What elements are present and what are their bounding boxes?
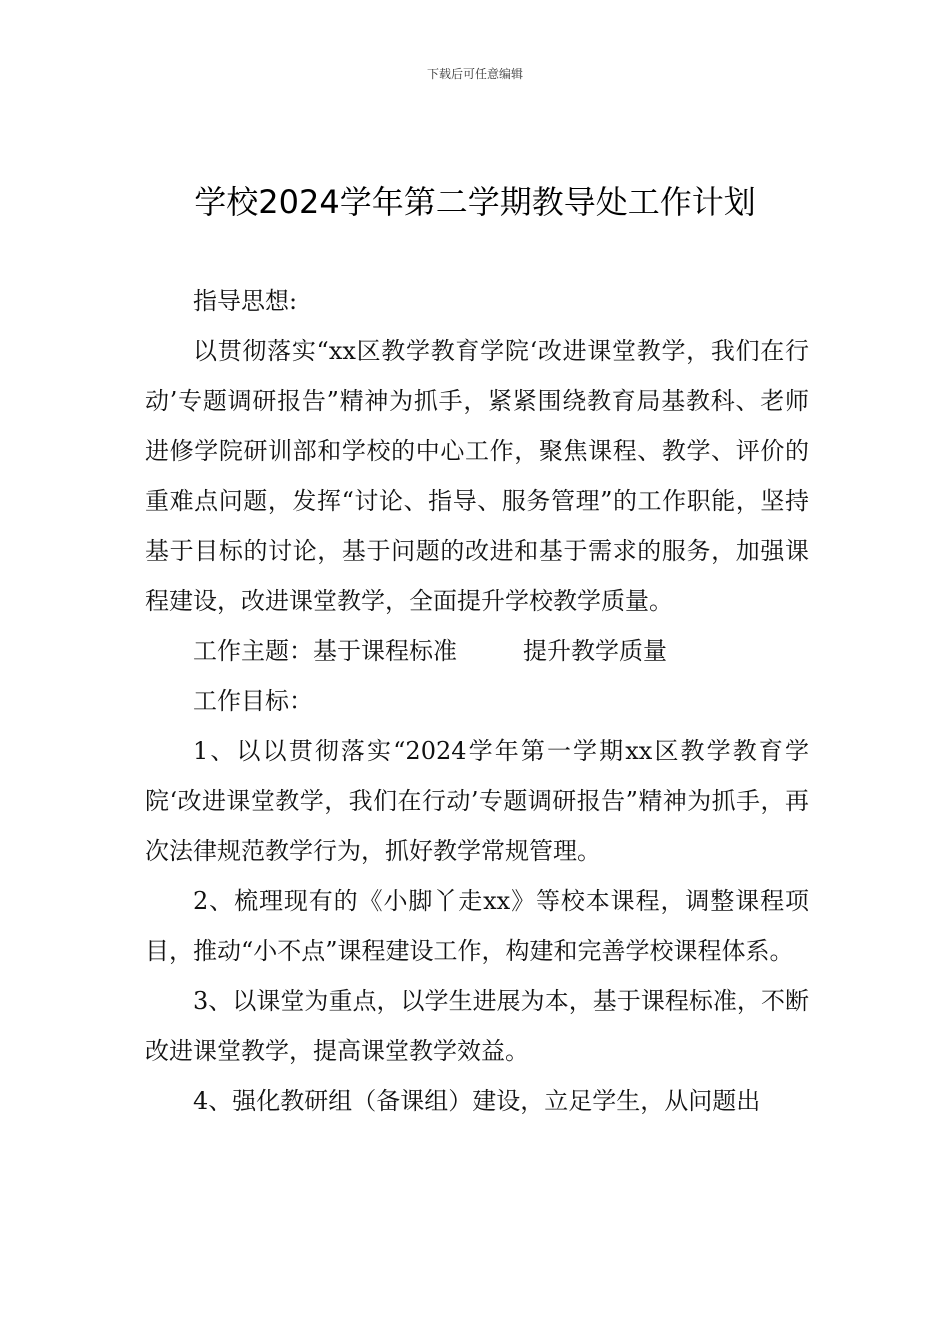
- guiding-heading: 指导思想:: [193, 287, 298, 315]
- document-body: [145, 276, 809, 1126]
- header-note: 下载后可任意编辑: [426, 67, 523, 81]
- work-theme-value: 提升教学质量: [523, 637, 667, 665]
- goal-item-2: 2、梳理现有的《小脚丫走xx》等校本课程，调整课程项目，推动“小不点”课程建设工作，构建和完善学校课程体系。: [145, 887, 809, 965]
- guiding-paragraph: 以贯彻落实“xx区教学教育学院‘改进课堂教学，我们在行动’专题调研报告”精神为抓手，紧紧围绕教育局基教科、老师进修学院研训部和学校的中心工作，聚焦课程、教学、评价的重难点问题，发挥“讨论、指导、服务管理”的工作职能，坚持基于目标的讨论，基于问题的改进和基于需求的服务，加强课程建设，改进课堂教学，全面提升学校教学质量。: [145, 337, 809, 615]
- goal-item-1: 1、以以贯彻落实“2024学年第一学期xx区教学教育学院‘改进课堂教学，我们在行动’专题调研报告”精神为抓手，再次法律规范教学行为，抓好教学常规管理。: [145, 737, 809, 865]
- work-theme: [145, 626, 809, 676]
- goal-item-4: 4、强化教研组（备课组）建设，立足学生，从问题出: [193, 1087, 761, 1115]
- document-title: 学校2024学年第二学期教导处工作计划: [194, 183, 756, 221]
- goals-heading: 工作目标：: [193, 687, 313, 715]
- goal-item-3: 3、以课堂为重点，以学生进展为本，基于课程标准，不断改进课堂教学，提高课堂教学效益。: [145, 987, 809, 1065]
- work-theme-label: 工作主题：基于课程标准: [193, 637, 457, 665]
